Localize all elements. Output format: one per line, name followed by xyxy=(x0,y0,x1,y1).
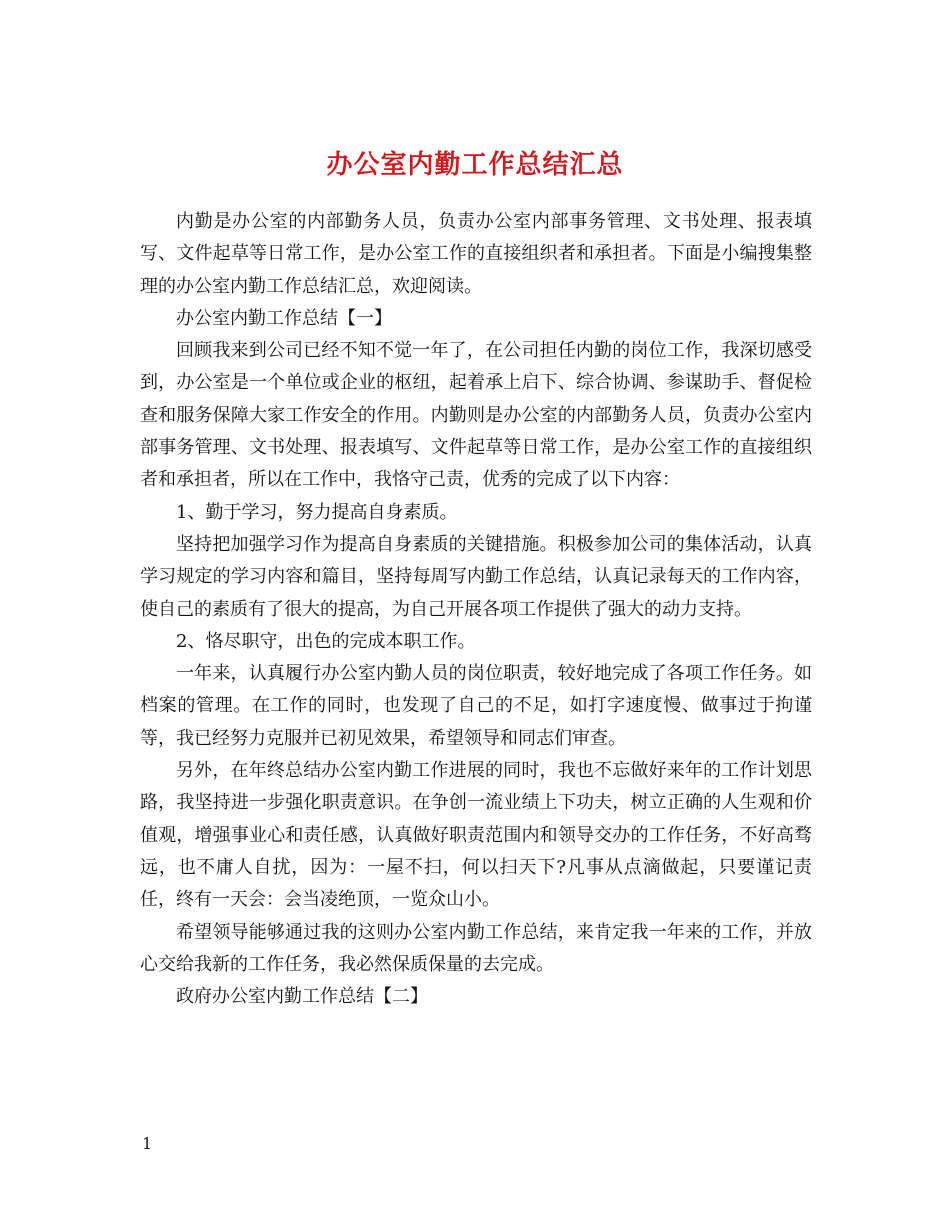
intro-paragraph: 内勤是办公室的内部勤务人员，负责办公室内部事务管理、文书处理、报表填写、文件起草等日常工作，是办公室工作的直接组织者和承担者。下面是小编搜集整理的办公室内勤工作总结汇总，欢迎阅读。 xyxy=(140,211,812,297)
body-paragraph: 希望领导能够通过我的这则办公室内勤工作总结，来肯定我一年来的工作，并放心交给我新的工作任务，我必然保质保量的去完成。 xyxy=(140,921,812,975)
body-paragraph: 坚持把加强学习作为提高自身素质的关键措施。积极参加公司的集体活动，认真学习规定的学习内容和篇目，坚持每周写内勤工作总结，认真记录每天的工作内容，使自己的素质有了很大的提高，为自己开展各项工作提供了强大的动力支持。 xyxy=(140,533,812,620)
list-item-heading: 1、勤于学习，努力提高自身素质。 xyxy=(176,501,458,523)
page-number: 1 xyxy=(142,1134,153,1153)
body-paragraph: 回顾我来到公司已经不知不觉一年了，在公司担任内勤的岗位工作，我深切感受到，办公室是一个单位或企业的枢纽，起着承上启下、综合协调、参谋助手、督促检查和服务保障大家工作安全的作用。内勤则是办公室的内部勤务人员，负责办公室内部事务管理、文书处理、报表填写、文件起草等日常工作，是办公室工作的直接组织者和承担者，所以在工作中，我恪守己责，优秀的完成了以下内容： xyxy=(140,340,812,491)
body-paragraph: 另外，在年终总结办公室内勤工作进展的同时，我也不忘做好来年的工作计划思路，我坚持进一步强化职责意识。在争创一流业绩上下功夫，树立正确的人生观和价值观，增强事业心和责任感，认真做好职责范围内和领导交办的工作任务，不好高骛远，也不庸人自扰，因为：一屋不扫，何以扫天下?凡事从点滴做起，只要谨记责任，终有一天会：会当凌绝顶，一览众山小。 xyxy=(140,760,812,911)
document-body xyxy=(140,206,812,1013)
section-heading-two: 政府办公室内勤工作总结【二】 xyxy=(176,986,428,1008)
section-heading-one: 办公室内勤工作总结【一】 xyxy=(176,307,392,329)
body-paragraph: 一年来，认真履行办公室内勤人员的岗位职责，较好地完成了各项工作任务。如档案的管理。在工作的同时，也发现了自己的不足，如打字速度慢、做事过于拘谨等，我已经努力克服并已初见效果，希望领导和同志们审查。 xyxy=(140,663,812,749)
list-item-heading: 2、恪尽职守，出色的完成本职工作。 xyxy=(176,630,476,652)
document-title: 办公室内勤工作总结汇总 xyxy=(326,150,624,181)
